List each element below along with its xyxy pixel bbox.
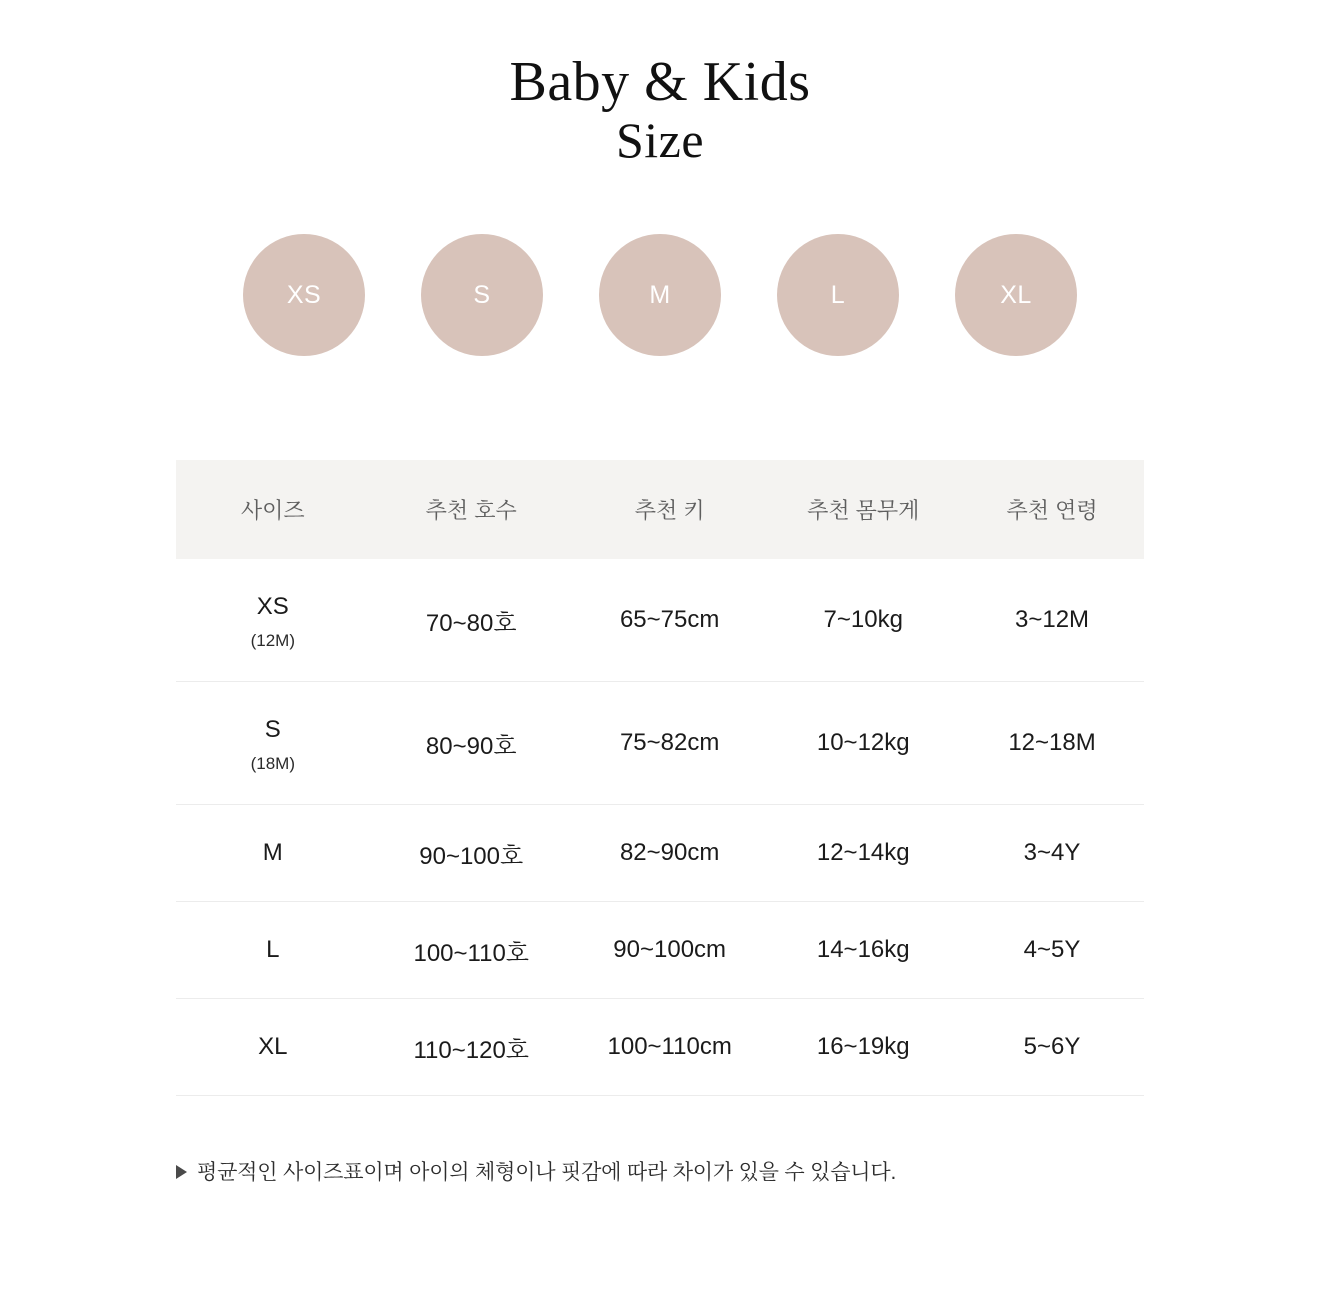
cell-ho: 90~100호	[370, 805, 573, 902]
cell-age: 4~5Y	[960, 902, 1144, 999]
cell-ho: 70~80호	[370, 559, 573, 682]
size-circle-xs	[243, 234, 365, 356]
cell-size	[176, 682, 370, 805]
cell-size	[176, 999, 370, 1096]
column-header-weight: 추천 몸무게	[766, 460, 960, 559]
cell-age: 12~18M	[960, 682, 1144, 805]
footnote-text: 평균적인 사이즈표이며 아이의 체형이나 핏감에 따라 차이가 있을 수 있습니다.	[197, 1161, 897, 1185]
size-circle-xl	[955, 234, 1077, 356]
triangle-right-icon	[176, 1165, 187, 1179]
cell-age: 5~6Y	[960, 999, 1144, 1096]
cell-age: 3~4Y	[960, 805, 1144, 902]
size-circle-m	[599, 234, 721, 356]
table-row	[176, 902, 1144, 999]
size-age-note: (18M)	[250, 754, 295, 774]
size-circle-label: L	[830, 280, 846, 309]
cell-ho: 80~90호	[370, 682, 573, 805]
cell-size	[176, 902, 370, 999]
column-header-size: 사이즈	[176, 460, 370, 559]
footnote	[176, 1156, 1144, 1186]
cell-weight: 16~19kg	[766, 999, 960, 1096]
cell-height: 90~100cm	[573, 902, 767, 999]
size-table-container	[176, 460, 1144, 1096]
cell-height: 75~82cm	[573, 682, 767, 805]
title-secondary: Size	[615, 112, 705, 169]
size-circle-list	[0, 234, 1320, 356]
title-primary: Baby & Kids	[509, 51, 811, 113]
size-name: M	[262, 839, 283, 867]
size-circle-label: XL	[1000, 280, 1032, 309]
column-header-age: 추천 연령	[960, 460, 1144, 559]
cell-size	[176, 805, 370, 902]
cell-weight: 12~14kg	[766, 805, 960, 902]
cell-height: 82~90cm	[573, 805, 767, 902]
cell-height: 100~110cm	[573, 999, 767, 1096]
page-title	[0, 0, 1320, 168]
cell-height: 65~75cm	[573, 559, 767, 682]
cell-ho: 100~110호	[370, 902, 573, 999]
cell-ho: 110~120호	[370, 999, 573, 1096]
size-name: XL	[258, 1033, 288, 1061]
cell-weight: 10~12kg	[766, 682, 960, 805]
size-circle-s	[421, 234, 543, 356]
size-circle-label: S	[473, 280, 491, 309]
table-header	[176, 460, 1144, 559]
table-header-row	[176, 460, 1144, 559]
cell-age: 3~12M	[960, 559, 1144, 682]
size-name: L	[266, 936, 280, 964]
size-name: XS	[256, 593, 289, 621]
table-row	[176, 559, 1144, 682]
table-body	[176, 559, 1144, 1096]
size-table	[176, 460, 1144, 1096]
cell-weight: 7~10kg	[766, 559, 960, 682]
table-row	[176, 682, 1144, 805]
size-circle-label: M	[649, 280, 671, 309]
size-circle-label: XS	[286, 280, 322, 309]
table-row	[176, 999, 1144, 1096]
cell-weight: 14~16kg	[766, 902, 960, 999]
size-name: S	[264, 716, 281, 744]
size-age-note: (12M)	[250, 631, 295, 651]
size-circle-l	[777, 234, 899, 356]
column-header-ho: 추천 호수	[370, 460, 573, 559]
cell-size	[176, 559, 370, 682]
column-header-height: 추천 키	[573, 460, 767, 559]
table-row	[176, 805, 1144, 902]
